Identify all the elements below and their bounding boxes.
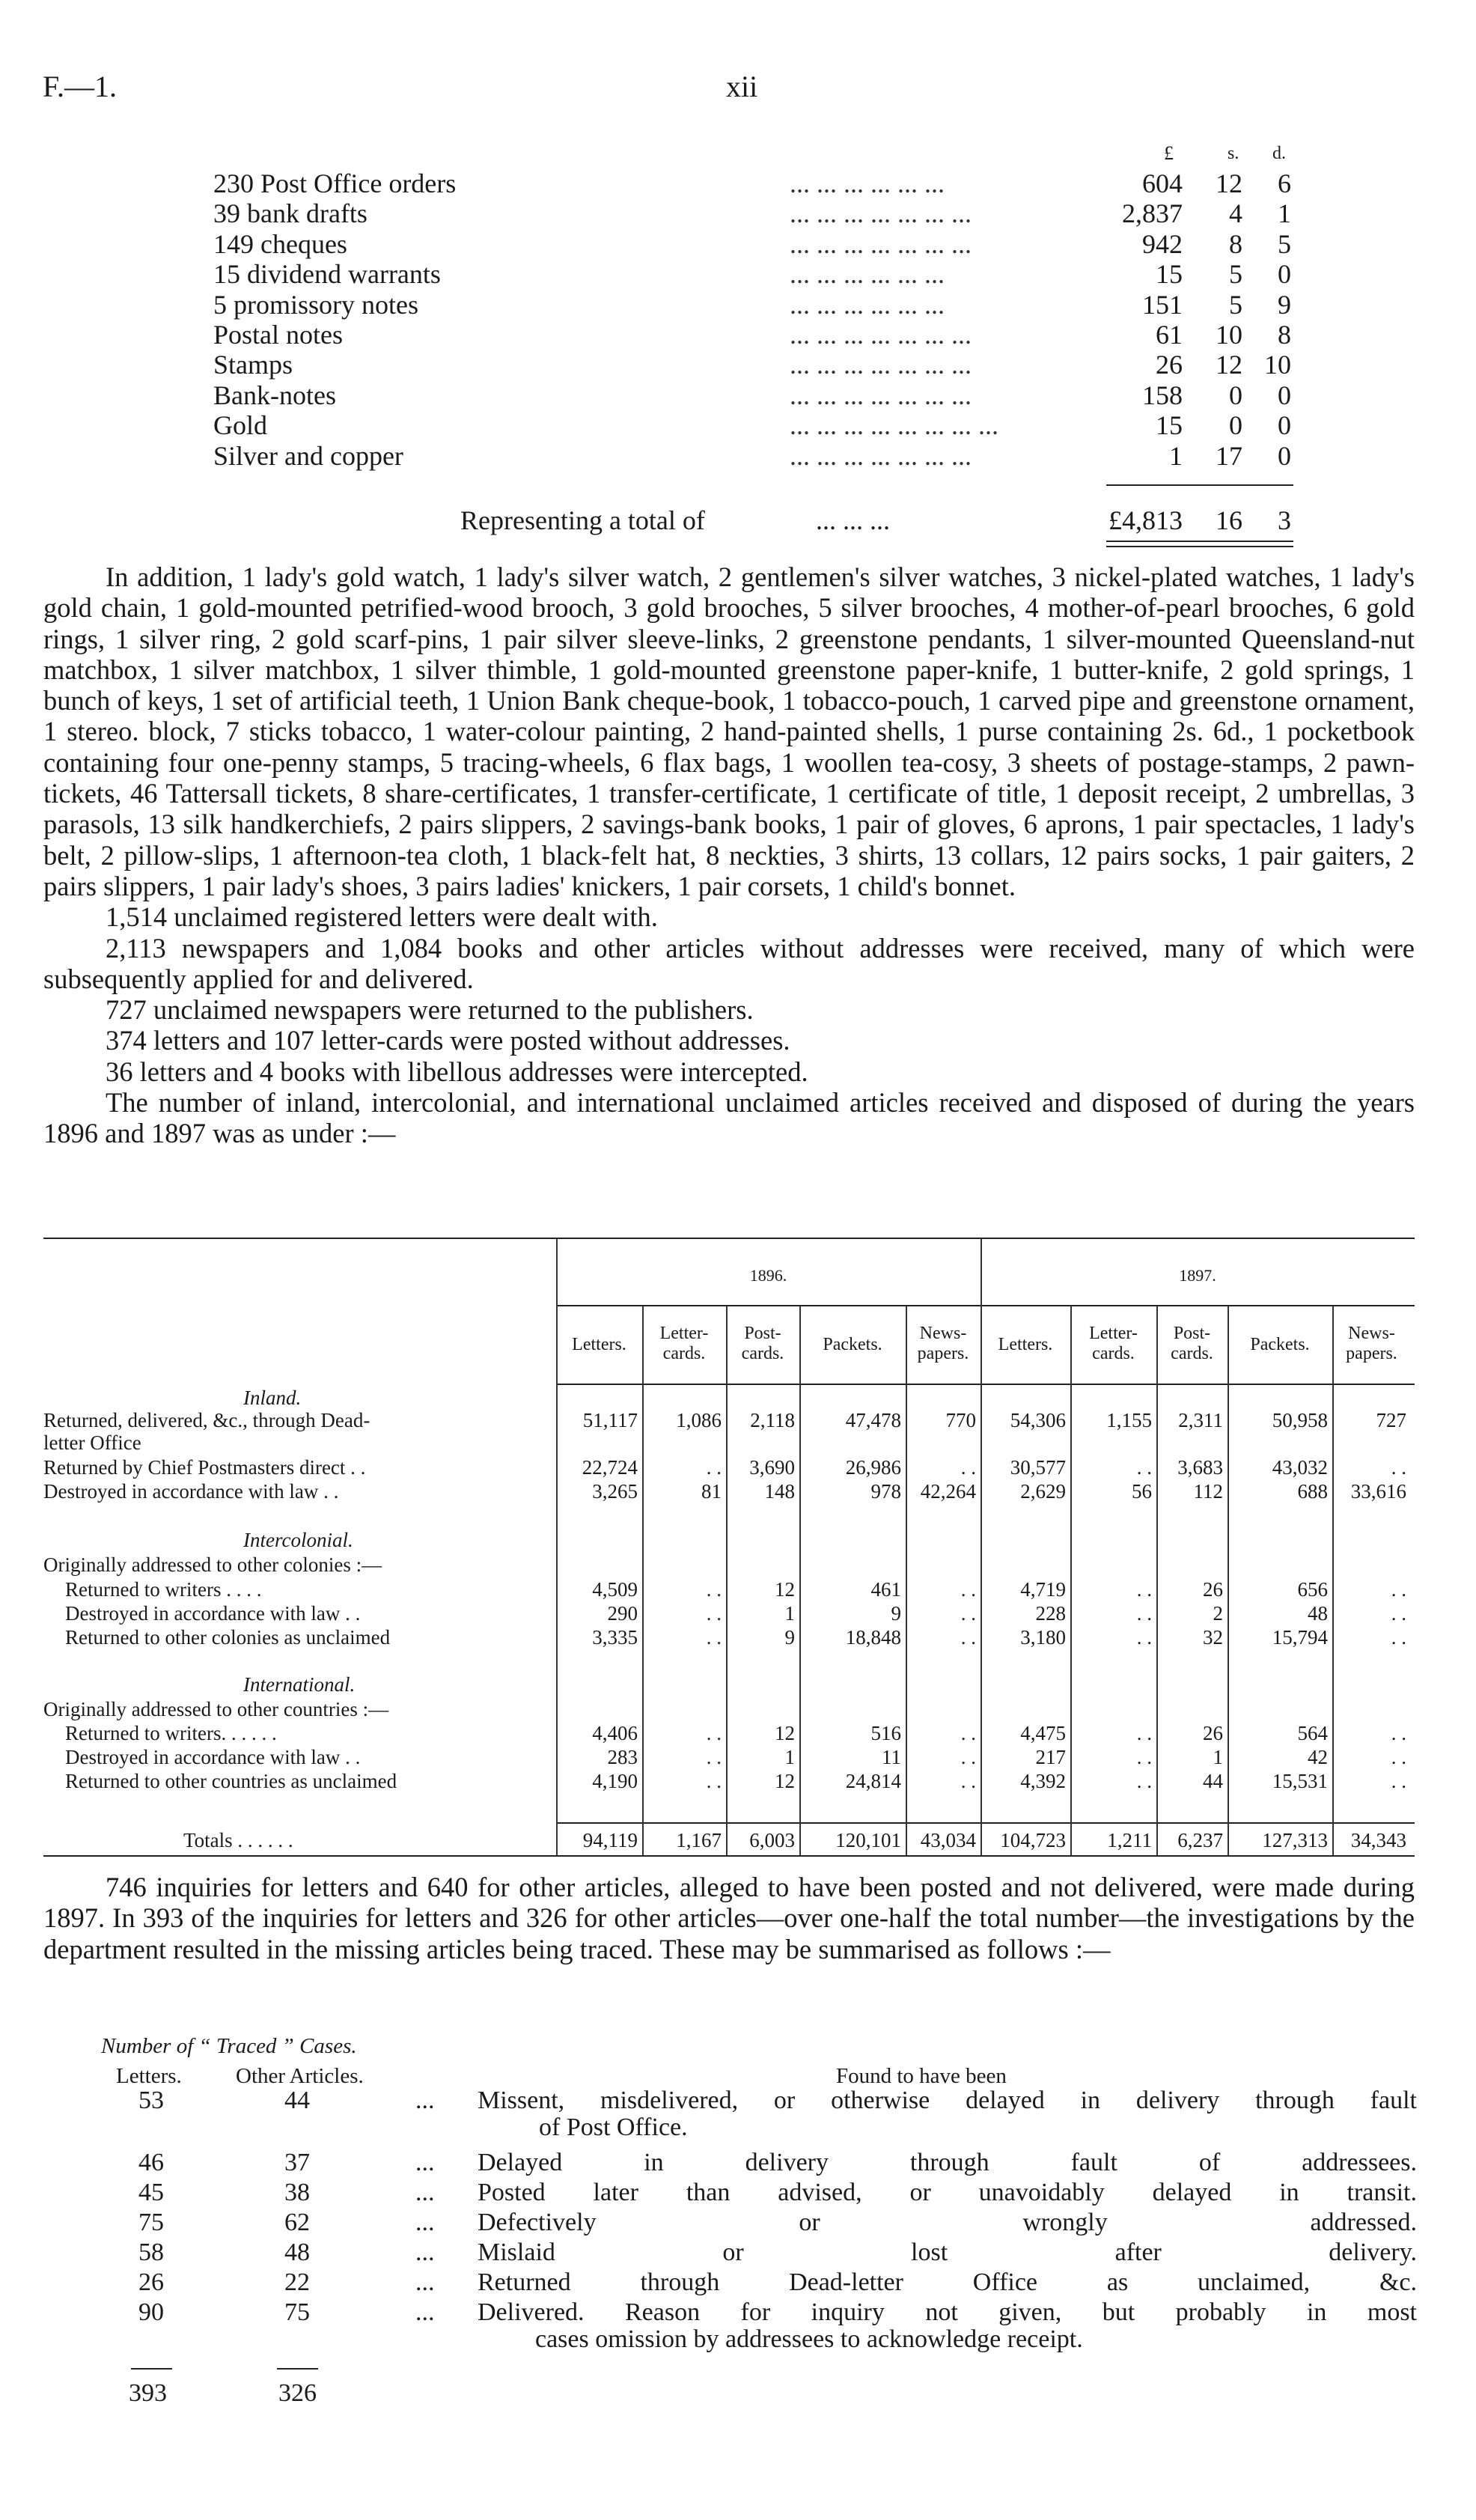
total-shillings: 16 [1216,505,1242,535]
row-label: Returned to other countries as unclaimed [65,1770,397,1792]
money-dots: ... ... ... ... ... ... [790,289,945,320]
traced-other: 75 [284,2298,310,2326]
column-header: papers. [917,1344,969,1363]
traced-letters: 58 [138,2239,164,2266]
table-cell: . . [1391,1626,1406,1649]
traced-dots: ... [415,2179,435,2206]
table-cell: 1,167 [676,1829,722,1851]
table-cell: 283 [607,1746,638,1768]
inquiry-text [43,1872,1415,1964]
table-cell: . . [1391,1578,1406,1601]
total-pounds: £4,813 [1108,505,1183,535]
column-header: papers. [1346,1344,1397,1363]
table-cell: 12 [775,1578,795,1601]
row-label: Returned, delivered, &c., through Dead- [43,1409,370,1431]
table-bottom-rule [43,1855,1415,1857]
money-shillings: 10 [1216,320,1242,350]
traced-other: 48 [284,2239,310,2266]
traced-other: 38 [284,2179,310,2206]
table-cell: 290 [607,1602,638,1625]
traced-other: 62 [284,2209,310,2236]
column-header: Post- [744,1324,781,1343]
table-cell: 6,003 [749,1829,795,1851]
table-cell: 43,034 [920,1829,976,1851]
table-cell: 3,265 [592,1480,638,1503]
money-pounds: 61 [1156,320,1183,350]
column-header: Post- [1173,1324,1211,1343]
traced-dots: ... [415,2298,435,2326]
traced-reason: Defectively or wrongly addressed. [478,2209,1417,2236]
money-label: 39 bank drafts [213,198,368,229]
money-shillings: 8 [1229,228,1242,259]
section-subtitle: Originally addressed to other countries :— [43,1698,389,1720]
traced-reason: Missent, misdelivered, or otherwise delayed in delivery through fault [478,2087,1417,2114]
traced-letters: 45 [138,2179,164,2206]
table-cell: 2,629 [1020,1480,1066,1503]
money-label: 230 Post Office orders [213,168,457,198]
table-cell: 94,119 [582,1829,638,1851]
table-cell: 4,475 [1020,1722,1066,1744]
traced-other: 37 [284,2149,310,2176]
section-subtitle: Originally addressed to other colonies :— [43,1553,382,1576]
section-title: Intercolonial. [243,1529,353,1551]
table-cell: 2 [1213,1602,1223,1625]
table-cell: . . [960,1626,976,1649]
table-cell: . . [1136,1602,1152,1625]
table-cell: 44 [1203,1770,1223,1792]
year-1897: 1897. [1179,1266,1216,1285]
column-header: cards. [662,1344,706,1363]
traced-letters: 46 [138,2149,164,2176]
table-cell: 1 [784,1602,795,1625]
traced-letters: 90 [138,2298,164,2326]
traced-total-other: 326 [278,2379,317,2407]
traced-reason: Mislaid or lost after delivery. [478,2239,1417,2266]
table-cell: 32 [1203,1626,1223,1649]
money-label: 5 promissory notes [213,289,418,320]
table-cell: 120,101 [835,1829,901,1851]
column-header: cards. [741,1344,784,1363]
money-pence: 5 [1278,228,1291,259]
table-cell: 1 [784,1746,795,1768]
money-label: Silver and copper [213,440,403,471]
money-dots: ... ... ... ... ... ... ... [790,350,972,380]
paragraph-items: In addition, 1 lady's gold watch, 1 lady's silver watch, 2 gentlemen's silver watches, 3 nickel-plated watches, 1 lady's gold chain, 1 gold-mounted petrified-wood brooch, 3 gold brooches, 5 silver brooches, 4 mother-of-pearl brooches, 6 gold rings, 1 silver ring, 2 gold scarf-pins, 1 pair silver sleeve-links, 2 greenstone pendants, 1 silver-mounted Queensland-nut matchbox, 1 silver matchbox, 1 silver thimble, 1 gold-mounted greenstone paper-knife, 1 butter-knife, 2 gold springs, 1 bunch of keys, 1 set of artificial teeth, 1 Union Bank cheque-book, 1 tobacco-pouch, 1 carved pipe and greenstone ornament, 1 stereo. block, 7 sticks tobacco, 1 water-colour painting, 2 hand-painted shells, 1 purse containing 2s. 6d., 1 pocketbook containing four one-penny stamps, 5 tracing-wheels, 6 flax bags, 1 woollen tea-cosy, 3 sheets of postage-stamps, 2 pawn-tickets, 46 Tattersall tickets, 8 share-certificates, 1 transfer-certificate, 1 certificate of title, 1 deposit receipt, 2 umbrellas, 3 parasols, 13 silk handkerchiefs, 2 pairs slippers, 2 savings-bank books, 1 pair of gloves, 6 aprons, 1 pair spectacles, 1 lady's belt, 2 pillow-slips, 1 afternoon-tea cloth, 1 black-felt hat, 8 neckties, 3 shirts, 13 collars, 12 pairs socks, 1 pair gaiters, 2 pairs slippers, 1 pair lady's shoes, 3 pairs ladies' knickers, 1 pair corsets, 1 child's bonnet. [43,561,1415,901]
col-pence: d. [1272,144,1286,163]
money-label: Gold [213,410,267,441]
traced-dots: ... [415,2149,435,2176]
totals-label: Totals . . . . . . [183,1829,293,1851]
table-cell: 656 [1297,1578,1328,1601]
row-label: Returned to writers. . . . . . [65,1722,277,1744]
table-cell: 42 [1308,1746,1328,1768]
money-pence: 0 [1278,440,1291,471]
table-cell: 54,306 [1010,1409,1066,1431]
row-label: Returned by Chief Postmasters direct . . [43,1456,366,1479]
table-cell: 22,724 [582,1456,638,1479]
money-dots: ... ... ... ... ... ... ... [790,320,972,350]
table-cell: 4,509 [592,1578,638,1601]
money-label: 15 dividend warrants [213,259,441,290]
table-cell: 1 [1213,1746,1223,1768]
money-pounds: 151 [1142,289,1183,320]
table-cell: . . [1391,1722,1406,1744]
table-cell: 81 [701,1480,722,1503]
table-cell: . . [706,1578,722,1601]
table-cell: . . [1136,1770,1152,1792]
column-header: Letter- [659,1324,709,1343]
money-shillings: 5 [1229,259,1242,290]
money-dots: ... ... ... ... ... ... ... [790,380,972,410]
paragraph-registered: 1,514 unclaimed registered letters were dealt with. [106,901,658,933]
money-shillings: 4 [1229,198,1242,229]
traced-other: 22 [284,2268,310,2296]
table-cell: 3,690 [749,1456,795,1479]
table-cell: 127,313 [1262,1829,1328,1851]
total-pence: 3 [1278,505,1291,535]
table-cell: 4,406 [592,1722,638,1744]
money-pounds: 158 [1142,380,1183,410]
table-cell: 34,343 [1350,1829,1406,1851]
table-cell: 26 [1203,1578,1223,1601]
totals-rule [556,1822,1415,1824]
money-shillings: 12 [1216,350,1242,380]
money-shillings: 0 [1229,380,1242,410]
traced-letters: 75 [138,2209,164,2236]
table-cell: 688 [1297,1480,1328,1503]
column-header: News- [1348,1324,1395,1343]
table-cell: 2,311 [1178,1409,1223,1431]
table-cell: . . [706,1626,722,1649]
table-cell: 43,032 [1272,1456,1328,1479]
table-cell: 564 [1297,1722,1328,1744]
table-cell: 217 [1035,1746,1066,1768]
money-shillings: 12 [1216,168,1242,198]
money-pounds: 15 [1156,259,1183,290]
total-dots: ... ... ... [816,505,890,535]
table-cell: 3,335 [592,1626,638,1649]
table-cell: . . [706,1602,722,1625]
row-label: Destroyed in accordance with law . . [43,1480,339,1503]
table-cell: 6,237 [1177,1829,1223,1851]
money-pence: 0 [1278,410,1291,441]
table-cell: 26,986 [845,1456,901,1479]
table-cell: . . [706,1722,722,1744]
money-pence: 9 [1278,289,1291,320]
traced-reason: Delayed in delivery through fault of addressees. [478,2149,1417,2176]
table-cell: . . [1391,1602,1406,1625]
table-cell: 1,211 [1107,1829,1152,1851]
money-pence: 1 [1278,198,1291,229]
money-pence: 0 [1278,380,1291,410]
table-cell: 4,392 [1020,1770,1066,1792]
column-header: cards. [1171,1344,1213,1363]
money-label: Stamps [213,350,293,380]
traced-dots: ... [415,2087,435,2114]
table-cell: 4,719 [1020,1578,1066,1601]
page-number: xii [726,70,758,103]
paragraph-table-intro: The number of inland, intercolonial, and international unclaimed articles received and disposed of during the years 1896 and 1897 was as under :— [43,1087,1415,1149]
table-cell: . . [960,1746,976,1768]
col-line [799,1306,801,1855]
section-title: International. [243,1673,356,1696]
money-shillings: 17 [1216,440,1242,471]
table-cell: 978 [870,1480,901,1503]
traced-dots: ... [415,2209,435,2236]
money-shillings: 0 [1229,410,1242,441]
table-cell: . . [1391,1770,1406,1792]
table-cell: . . [1136,1578,1152,1601]
table-cell: 9 [891,1602,901,1625]
money-pence: 10 [1264,350,1291,380]
table-cell: . . [960,1578,976,1601]
money-pence: 8 [1278,320,1291,350]
table-cell: . . [706,1456,722,1479]
traced-col-other: Other Articles. [236,2064,364,2088]
table-cell: 228 [1035,1602,1066,1625]
table-cell: . . [1391,1746,1406,1768]
table-cell: 1,086 [676,1409,722,1431]
column-header: News- [919,1324,967,1343]
table-cell: 26 [1203,1722,1223,1744]
money-dots: ... ... ... ... ... ... ... [790,228,972,259]
table-cell: . . [1136,1456,1152,1479]
table-cell: 15,531 [1272,1770,1328,1792]
traced-reason-cont: cases omission by addressees to acknowledge receipt. [535,2325,1083,2353]
money-shillings: 5 [1229,289,1242,320]
table-cell: 104,723 [1000,1829,1066,1851]
money-dots: ... ... ... ... ... ... ... [790,440,972,471]
header-bottom-rule [556,1384,1415,1385]
traced-reason: Posted later than advised, or unavoidably delayed in transit. [478,2179,1417,2206]
table-cell: 51,117 [582,1409,638,1431]
total-label: Representing a total of [460,505,705,535]
table-cell: 56 [1132,1480,1152,1503]
section-title: Inland. [243,1387,302,1409]
traced-heading: Number of “ Traced ” Cases. [101,2034,357,2058]
table-cell: 4,190 [592,1770,638,1792]
table-cell: 47,478 [845,1409,901,1431]
traced-other: 44 [284,2087,310,2114]
table-cell: 12 [775,1722,795,1744]
table-cell: 48 [1308,1602,1328,1625]
table-cell: . . [706,1770,722,1792]
column-header: Letters. [998,1335,1053,1354]
col-pounds: £ [1164,142,1174,164]
table-top-rule [43,1238,1415,1239]
paragraph-no-address: 374 letters and 107 letter-cards were posted without addresses. [106,1025,790,1056]
table-cell: . . [1391,1456,1406,1479]
money-dots: ... ... ... ... ... ... [790,259,945,290]
money-pence: 6 [1278,168,1291,198]
traced-reason-cont: of Post Office. [539,2113,688,2141]
money-pounds: 942 [1142,228,1183,259]
traced-dots: ... [415,2239,435,2266]
money-label: Bank-notes [213,380,336,410]
table-cell: . . [960,1722,976,1744]
traced-letters: 26 [138,2268,164,2296]
column-header: cards. [1092,1344,1135,1363]
money-dots: ... ... ... ... ... ... ... [790,198,972,229]
row-label: Destroyed in accordance with law . . [65,1746,361,1768]
table-cell: 30,577 [1010,1456,1066,1479]
page-code: F.—1. [43,70,118,103]
money-pounds: 15 [1156,410,1183,441]
table-cell: 18,848 [845,1626,901,1649]
table-cell: 50,958 [1272,1409,1328,1431]
traced-col-found: Found to have been [836,2064,1007,2088]
money-label: 149 cheques [213,228,347,259]
money-dots: ... ... ... ... ... ... [790,168,945,198]
paragraph-inquiries: 746 inquiries for letters and 640 for other articles, alleged to have been posted and not delivered, were made during 1897. In 393 of the inquiries for letters and 326 for other articles—over one-half the total number—the investigations by the department resulted in the missing articles being traced. These may be summarised as follows :— [43,1872,1415,1964]
table-cell: . . [1136,1722,1152,1744]
table-cell: 1,155 [1106,1409,1152,1431]
traced-rule-other [277,2368,318,2370]
traced-dots: ... [415,2268,435,2296]
table-cell: . . [1136,1626,1152,1649]
traced-reason: Returned through Dead-letter Office as unclaimed, &c. [478,2268,1417,2296]
table-cell: 727 [1376,1409,1406,1431]
row-label-cont: letter Office [43,1431,141,1454]
table-cell: 12 [775,1770,795,1792]
traced-letters: 53 [138,2087,164,2114]
table-cell: 15,794 [1272,1626,1328,1649]
money-pounds: 1 [1169,440,1183,471]
paragraph-returned: 727 unclaimed newspapers were returned to the publishers. [106,994,754,1026]
table-cell: 112 [1193,1480,1223,1503]
traced-reason: Delivered. Reason for inquiry not given, but probably in most [478,2298,1417,2326]
money-pounds: 26 [1156,350,1183,380]
table-cell: 9 [784,1626,795,1649]
col-shillings: s. [1228,144,1239,163]
table-cell: . . [960,1770,976,1792]
table-cell: 3,180 [1020,1626,1066,1649]
table-cell: 516 [870,1722,901,1744]
row-label: Returned to writers . . . . [65,1578,262,1601]
column-header: Letters. [572,1335,626,1354]
money-dots: ... ... ... ... ... ... ... ... [790,410,998,441]
table-cell: 33,616 [1350,1480,1406,1503]
col-line [1228,1306,1229,1855]
table-cell: . . [1136,1746,1152,1768]
table-cell: 11 [882,1746,901,1768]
table-cell: 3,683 [1177,1456,1223,1479]
table-cell: . . [960,1456,976,1479]
row-label: Destroyed in accordance with law . . [65,1602,361,1625]
table-cell: 2,118 [750,1409,795,1431]
table-cell: 42,264 [920,1480,976,1503]
paragraph-newspapers: 2,113 newspapers and 1,084 books and other articles without addresses were received, many of which were subsequently applied for and delivered. [43,932,1415,994]
money-pounds: 604 [1142,168,1183,198]
traced-total-letters: 393 [129,2379,167,2407]
table-cell: . . [706,1746,722,1768]
row-label: Returned to other colonies as unclaimed [65,1626,391,1649]
traced-col-letters: Letters. [116,2064,182,2088]
table-cell: 24,814 [845,1770,901,1792]
year-rule [556,1305,1415,1306]
column-header: Packets. [1250,1335,1310,1354]
money-pounds: 2,837 [1122,198,1183,229]
year-1896: 1896. [749,1266,787,1285]
money-pence: 0 [1278,259,1291,290]
table-cell: 148 [764,1480,795,1503]
table-cell: . . [960,1602,976,1625]
paragraph-libellous: 36 letters and 4 books with libellous addresses were intercepted. [106,1056,808,1087]
column-header: Letter- [1089,1324,1138,1343]
traced-rule-letters [131,2368,172,2370]
column-header: Packets. [823,1335,882,1354]
table-cell: 461 [870,1578,901,1601]
money-label: Postal notes [213,320,344,350]
table-cell: 770 [945,1409,976,1431]
